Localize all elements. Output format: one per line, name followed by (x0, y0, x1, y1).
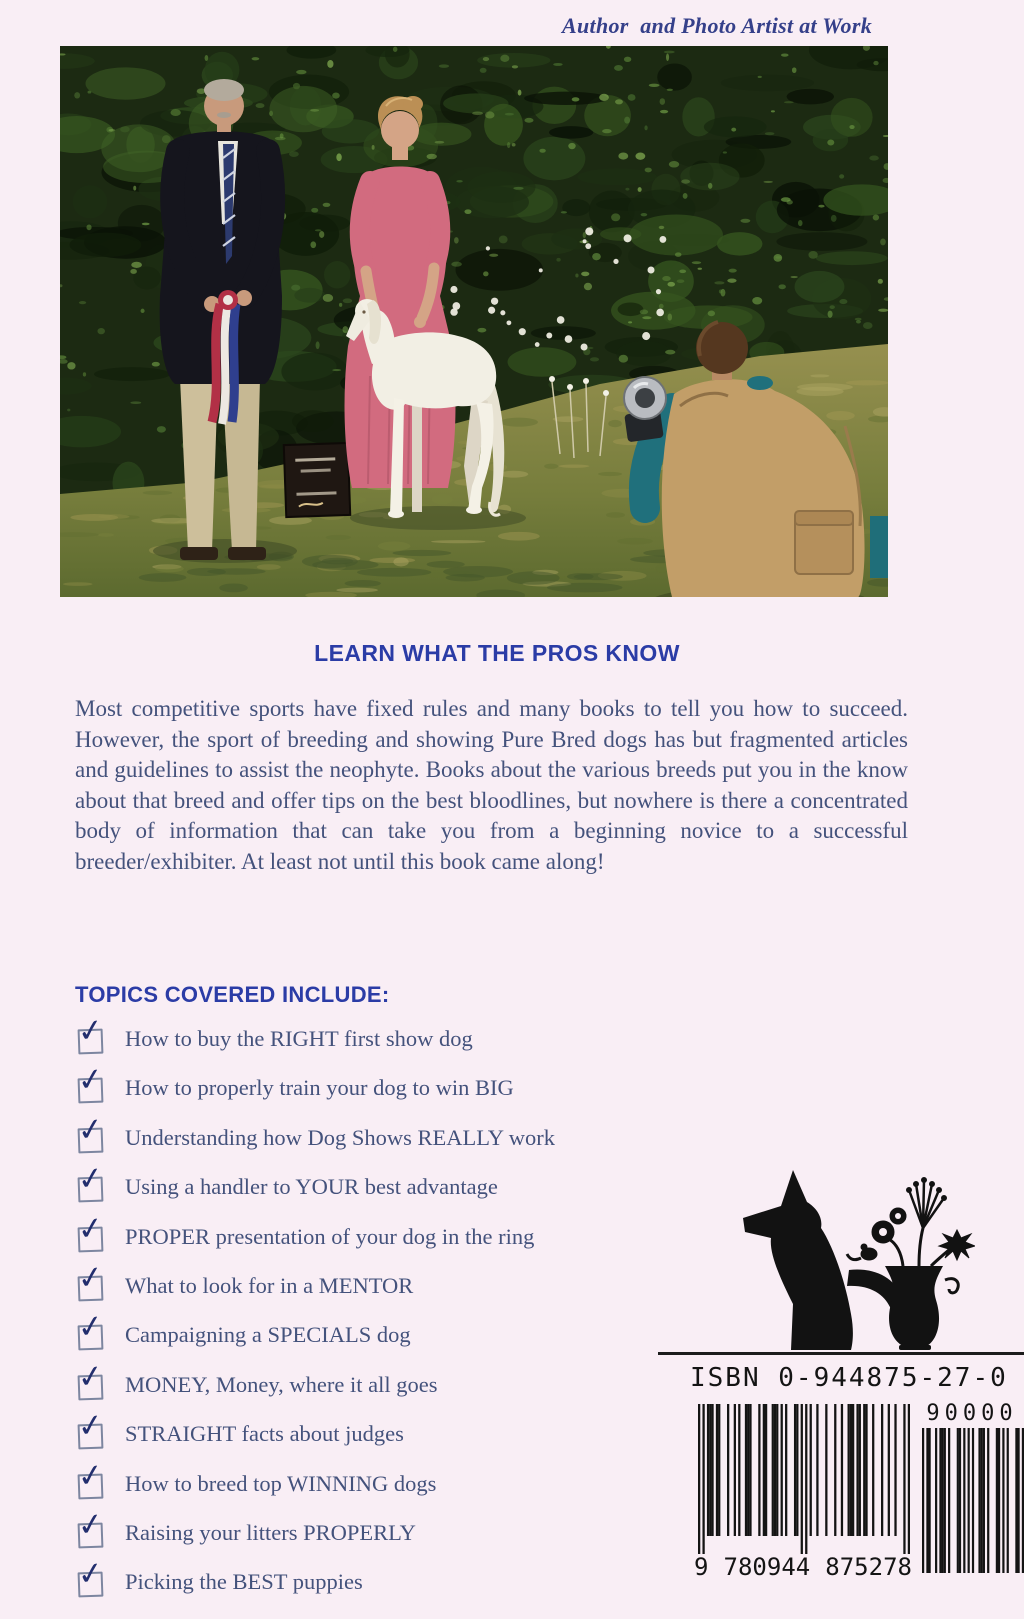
topic-label: Raising your litters PROPERLY (125, 1519, 416, 1545)
topic-label: How to properly train your dog to win BIG (125, 1075, 514, 1101)
ean-digit-group: 875278 (825, 1553, 912, 1581)
checked-checkbox-icon: ✓ (78, 1276, 104, 1302)
topic-item (75, 1307, 555, 1371)
addon-barcode (922, 1428, 1024, 1573)
award-ribbon (212, 290, 238, 424)
checked-checkbox-icon: ✓ (78, 1325, 104, 1351)
silhouette-dog (743, 1170, 905, 1350)
topic-item (75, 1110, 556, 1174)
silhouette-vase (885, 1266, 943, 1350)
checked-checkbox-icon: ✓ (78, 1029, 104, 1055)
ean-digit-group: 780944 (723, 1553, 811, 1581)
topic-label: How to breed top WINNING dogs (125, 1470, 437, 1496)
barcode-addon-code: 90000 (926, 1401, 1018, 1426)
isbn-divider (658, 1352, 1024, 1355)
topic-label: Picking the BEST puppies (125, 1569, 363, 1595)
topic-label: Understanding how Dog Shows REALLY work (125, 1124, 556, 1150)
checked-checkbox-icon: ✓ (78, 1177, 104, 1203)
topic-item (75, 1208, 555, 1273)
topic-label: STRAIGHT facts about judges (125, 1421, 404, 1447)
topic-item (75, 1455, 555, 1520)
topic-item (75, 1505, 555, 1569)
cover-photo (60, 46, 888, 597)
topic-item (75, 1011, 555, 1075)
isbn-number: ISBN 0-944875-27-0 (690, 1363, 1008, 1393)
ean13-digits (694, 1553, 912, 1581)
ean13-barcode (698, 1404, 910, 1554)
topic-label: How to buy the RIGHT first show dog (125, 1026, 473, 1051)
checked-checkbox-icon: ✓ (78, 1374, 104, 1400)
topic-label: PROPER presentation of your dog in the ring (125, 1223, 535, 1249)
checked-checkbox-icon: ✓ (78, 1522, 104, 1548)
topic-item (75, 1060, 555, 1124)
topic-label: MONEY, Money, where it all goes (125, 1371, 438, 1397)
checked-checkbox-icon: ✓ (78, 1078, 104, 1104)
topic-label: Using a handler to YOUR best advantage (125, 1174, 498, 1200)
trophy-sign (284, 443, 350, 517)
ean-digit-group: 9 (694, 1553, 709, 1581)
topic-item (75, 1159, 555, 1223)
dog-show-scene (60, 46, 888, 597)
topic-item (75, 1357, 555, 1421)
topic-item (75, 1258, 555, 1322)
topic-item (75, 1554, 555, 1618)
topic-label: What to look for in a MENTOR (125, 1272, 414, 1298)
checked-checkbox-icon: ✓ (78, 1473, 104, 1499)
checked-checkbox-icon: ✓ (78, 1127, 104, 1153)
dog-and-flowers-silhouette (733, 1162, 975, 1354)
topic-label: Campaigning a SPECIALS dog (125, 1322, 411, 1348)
photo-caption: Author and Photo Artist at Work (562, 13, 872, 38)
topics-heading: TOPICS COVERED INCLUDE: (75, 982, 390, 1007)
checked-checkbox-icon: ✓ (78, 1572, 104, 1598)
intro-paragraph: Most competitive sports have fixed rules and many books to tell you how to succeed. However, the sport of breeding and showing Pure Bred dogs has but fragmented articles and guidelines to assist the neophyte. Books about the various breeds put you in the know about that breed and offer tips on the best bloodlines, but nowhere is there a concentrated body of information that can take you from a beginning novice to a successful breeder/exhibiter. At least not until this book came along! (75, 696, 908, 874)
topics-list (75, 1011, 556, 1619)
topic-item (75, 1406, 555, 1470)
checked-checkbox-icon: ✓ (78, 1226, 104, 1252)
checked-checkbox-icon: ✓ (78, 1424, 104, 1450)
headline: LEARN WHAT THE PROS KNOW (314, 640, 680, 666)
